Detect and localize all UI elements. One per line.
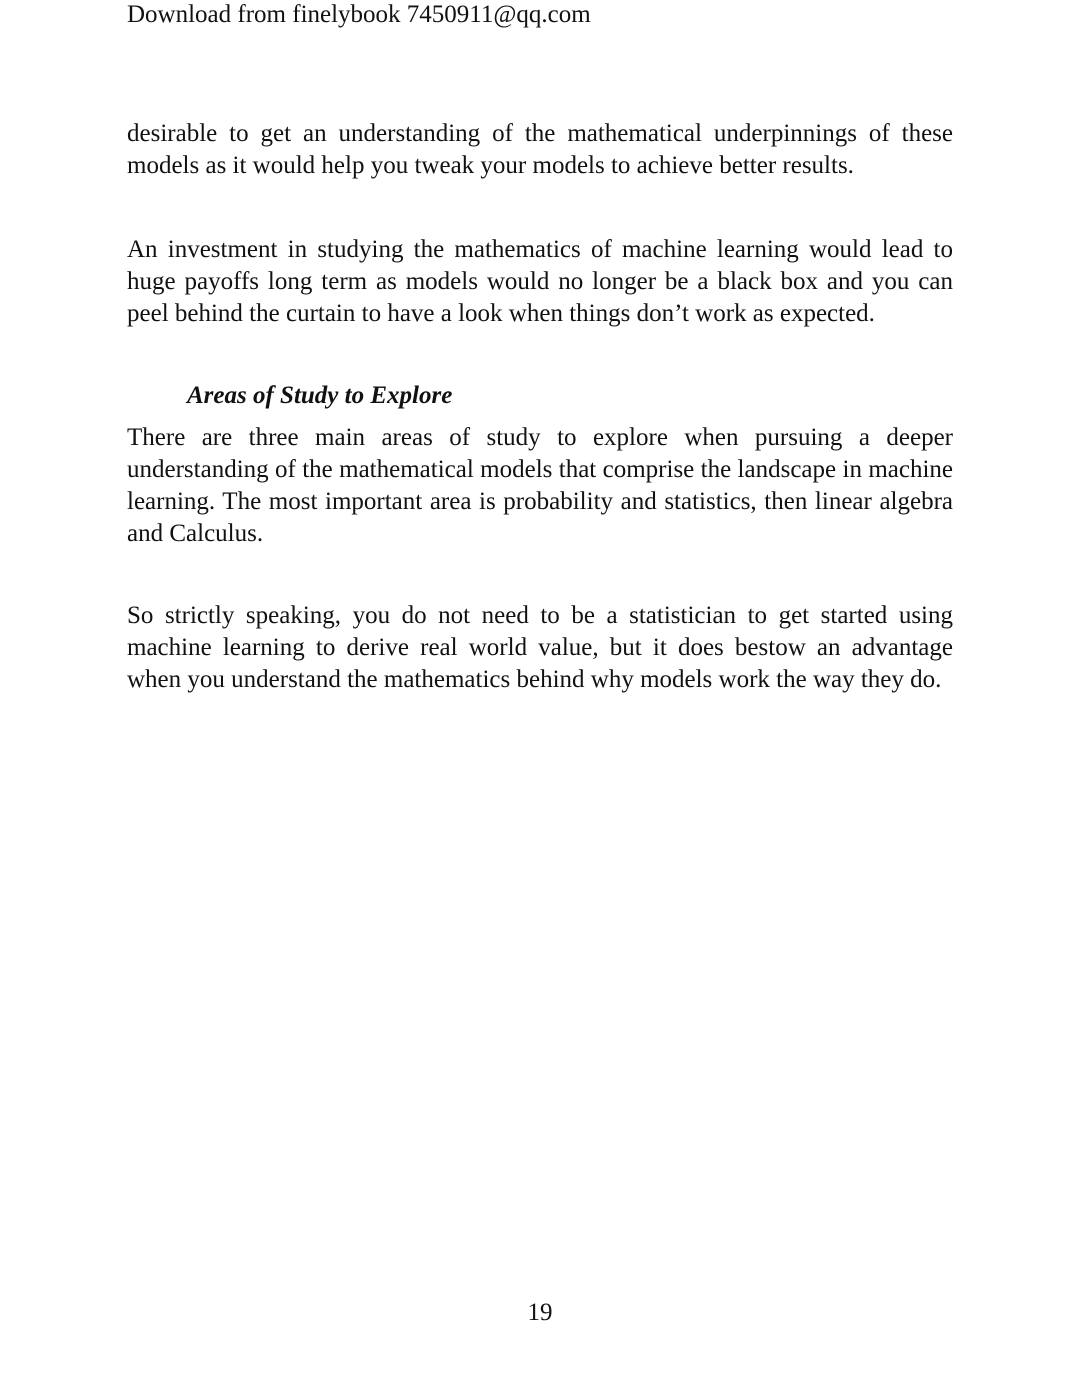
download-header: Download from finelybook 7450911@qq.com <box>127 1 591 28</box>
section-heading: Areas of Study to Explore <box>187 382 453 409</box>
paragraph-investment: An investment in studying the mathematics of machine learning would lead to huge payoffs long term as models would no longer be a black box and you can peel behind the curtain to have a look when things don’t work as expected. <box>127 236 953 327</box>
paragraph-underpinnings: desirable to get an understanding of the mathematical underpinnings of these models as it would help you tweak your models to achieve better results. <box>127 120 953 179</box>
paragraph-areas-of-study: There are three main areas of study to explore when pursuing a deeper understanding of the mathematical models that comprise the landscape in machine learning. The most important area is probability and statistics, then linear algebra and Calculus. <box>127 424 953 547</box>
page-number: 19 <box>527 1299 553 1326</box>
paragraph-strictly-speaking: So strictly speaking, you do not need to be a statistician to get started using machine learning to derive real world value, but it does bestow an advantage when you understand the mathematics behind why models work the way they do. <box>127 602 953 693</box>
